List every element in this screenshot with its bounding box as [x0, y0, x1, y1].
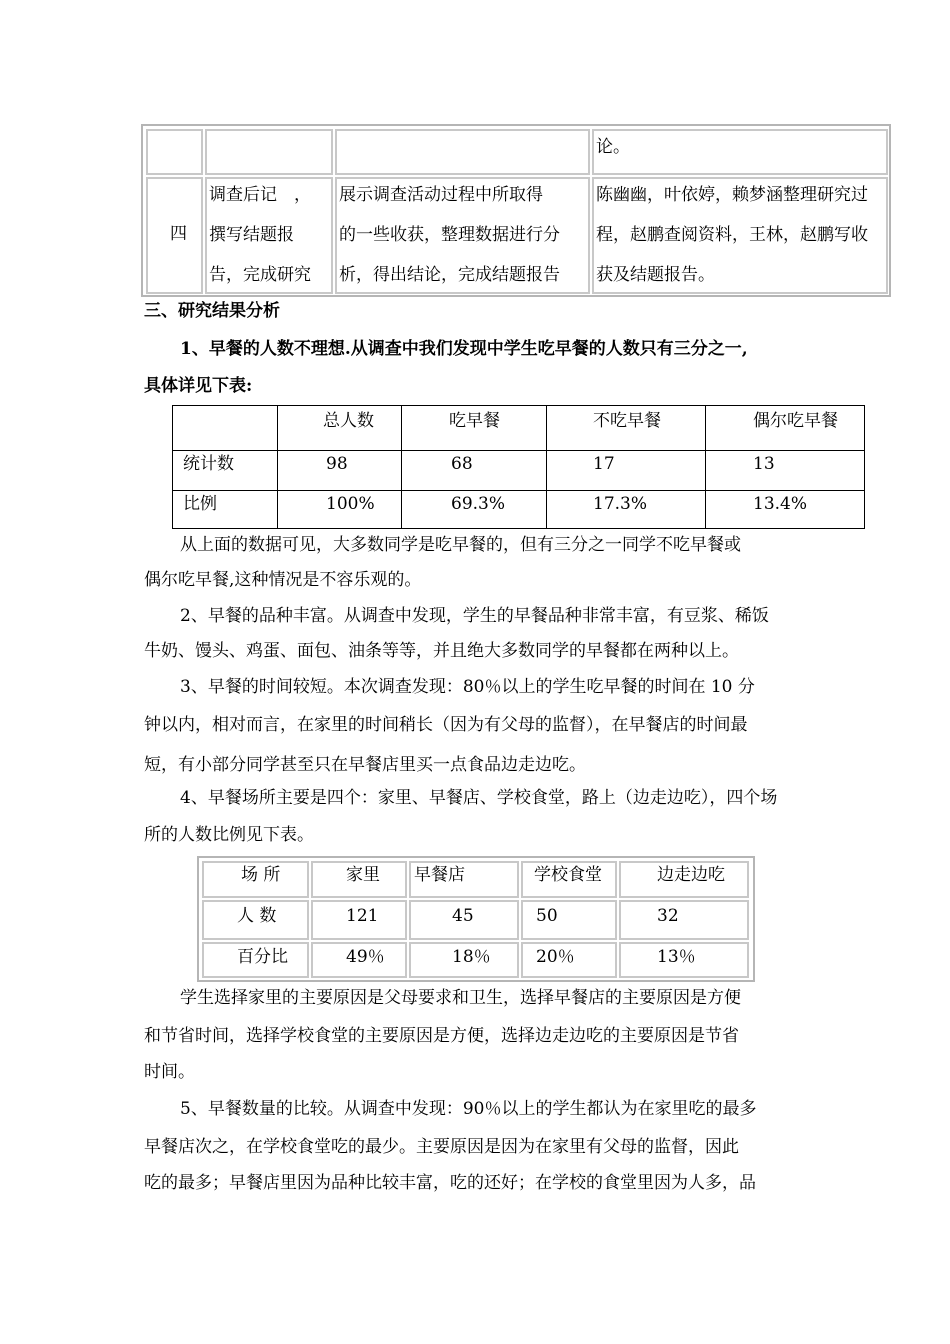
paragraph-line: 学生选择家里的主要原因是父母要求和卫生，选择早餐店的主要原因是方便	[180, 988, 741, 1008]
table-cell: 69.3%	[451, 494, 506, 514]
table-header: 吃早餐	[449, 411, 500, 431]
plan-cell	[592, 129, 888, 175]
table-cell: 68	[451, 454, 473, 474]
plan-cell	[146, 129, 203, 175]
plan-cell	[205, 129, 333, 175]
table-cell: 17.3%	[593, 494, 648, 514]
table-cell: 13.4%	[753, 494, 808, 514]
people-line: 陈幽幽，叶依婷，赖梦涵整理研究过	[596, 185, 868, 205]
breakfast-place-table	[197, 856, 755, 982]
paragraph-line: 5、早餐数量的比较。从调查中发现：90％以上的学生都认为在家里吃的最多	[180, 1099, 757, 1119]
plan-cell-index	[146, 177, 203, 294]
table-cell: 18％	[452, 947, 491, 967]
paragraph-line: 4、早餐场所主要是四个：家里、早餐店、学校食堂，路上（边走边吃），四个场	[180, 788, 778, 808]
paragraph-line: 3、早餐的时间较短。本次调查发现：80％以上的学生吃早餐的时间在 10 分	[180, 677, 755, 697]
paragraph-line: 短，有小部分同学甚至只在早餐店里买一点食品边走边吃。	[144, 755, 586, 775]
table-cell: 98	[326, 454, 348, 474]
table-cell: 121	[346, 906, 379, 926]
paragraph-line: 偶尔吃早餐,这种情况是不容乐观的。	[144, 570, 422, 590]
table-header: 总人数	[323, 411, 374, 431]
table-header: 早餐店	[414, 865, 465, 885]
stage-line: 撰写结题报	[209, 225, 294, 245]
stage-line: 告，完成研究	[209, 265, 311, 285]
table-cell: 13	[753, 454, 775, 474]
paragraph-line: 吃的最多；早餐店里因为品种比较丰富，吃的还好；在学校的食堂里因为人多，品	[144, 1173, 756, 1193]
row-label: 人 数	[237, 906, 277, 926]
plan-table	[141, 124, 891, 297]
table-header: 学校食堂	[534, 865, 602, 885]
table-header: 家里	[346, 865, 380, 885]
content-line: 展示调查活动过程中所取得	[339, 185, 543, 205]
paragraph-line: 和节省时间，选择学校食堂的主要原因是方便，选择边走边吃的主要原因是节省	[144, 1026, 739, 1046]
table-cell: 50	[536, 906, 558, 926]
row-label: 百分比	[237, 947, 288, 967]
paragraph-line: 2、早餐的品种丰富。从调查中发现，学生的早餐品种非常丰富，有豆浆、稀饭	[180, 606, 769, 626]
table-cell: 45	[452, 906, 474, 926]
table-cell: 20％	[536, 947, 575, 967]
stage-number: 四	[170, 224, 187, 244]
table-cell: 49％	[346, 947, 385, 967]
paragraph-line: 牛奶、馒头、鸡蛋、面包、油条等等，并且绝大多数同学的早餐都在两种以上。	[144, 641, 739, 661]
paragraph-line: 从上面的数据可见，大多数同学是吃早餐的，但有三分之一同学不吃早餐或	[180, 535, 741, 555]
content-line: 析，得出结论，完成结题报告	[339, 265, 560, 285]
table-header: 场 所	[241, 865, 281, 885]
paragraph-line: 具体详见下表:	[144, 376, 253, 396]
row-label: 比例	[183, 494, 217, 514]
people-line: 程，赵鹏查阅资料，王林，赵鹏写收	[596, 225, 868, 245]
paragraph-line: 1、早餐的人数不理想.从调查中我们发现中学生吃早餐的人数只有三分之一,	[180, 339, 748, 359]
paragraph-line: 时间。	[144, 1062, 195, 1082]
plan-cell	[335, 129, 590, 175]
breakfast-count-table	[172, 405, 865, 529]
paragraph-line: 钟以内，相对而言，在家里的时间稍长（因为有父母的监督），在早餐店的时间最	[144, 715, 748, 735]
paragraph-line: 早餐店次之，在学校食堂吃的最少。主要原因是因为在家里有父母的监督，因此	[144, 1137, 739, 1157]
content-line: 的一些收获，整理数据进行分	[339, 225, 560, 245]
table-cell: 32	[657, 906, 679, 926]
plan-cell-text: 论。	[596, 137, 630, 157]
section-heading: 三、研究结果分析	[144, 301, 280, 321]
plan-cell-stage	[205, 177, 333, 294]
plan-cell-content	[335, 177, 590, 294]
table-cell: 17	[593, 454, 615, 474]
table-header: 不吃早餐	[593, 411, 661, 431]
people-line: 获及结题报告。	[596, 265, 715, 285]
table-header: 边走边吃	[657, 865, 725, 885]
row-label: 统计数	[183, 454, 234, 474]
table-cell: 100%	[326, 494, 375, 514]
table-header: 偶尔吃早餐	[753, 411, 838, 431]
paragraph-line: 所的人数比例见下表。	[144, 825, 314, 845]
plan-cell-people	[592, 177, 888, 294]
table-cell: 13％	[657, 947, 696, 967]
stage-line: 调查后记 ，	[209, 185, 311, 205]
